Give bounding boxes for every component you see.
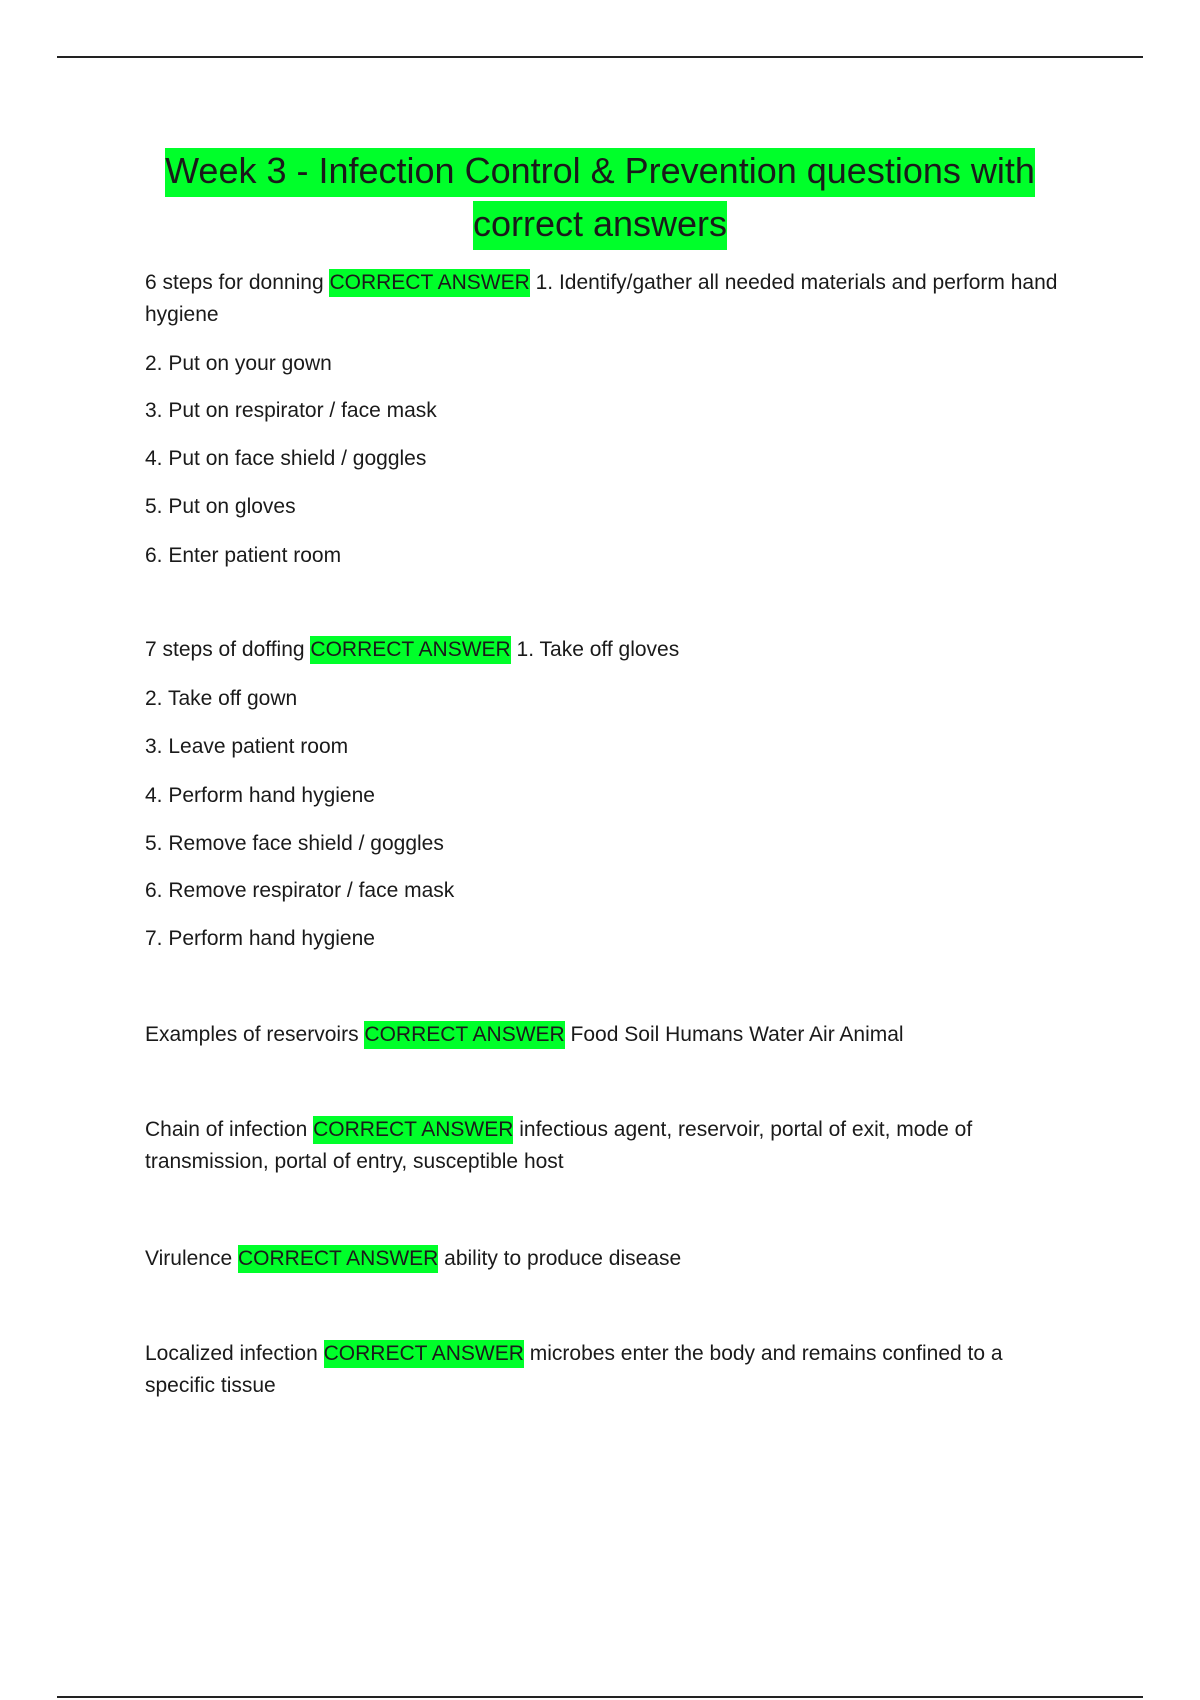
answer-text: microbes enter the body and remains confined to a specific tissue — [145, 1342, 1003, 1397]
qa-item-localized-infection — [145, 1338, 1065, 1402]
list-item: 2. Put on your gown — [145, 352, 332, 375]
question-text: 6 steps for donning — [145, 271, 330, 294]
question-text: Examples of reservoirs — [145, 1023, 365, 1046]
answer-text: 1. Take off gloves — [510, 638, 680, 661]
answer-text: infectious agent, reservoir, portal of exit, mode of transmission, portal of entry, susceptible host — [145, 1118, 973, 1173]
correct-answer-marker: CORRECT ANSWER — [310, 636, 510, 664]
qa-item-virulence — [145, 1243, 1065, 1275]
document-title — [100, 144, 1100, 250]
header-rule — [57, 56, 1143, 58]
answer-text: Food Soil Humans Water Air Animal — [564, 1023, 904, 1046]
question-text: Localized infection — [145, 1342, 324, 1365]
list-item: 2. Take off gown — [145, 687, 298, 710]
footer-rule — [57, 1696, 1143, 1698]
list-item: 3. Put on respirator / face mask — [145, 399, 437, 422]
list-item: 6. Remove respirator / face mask — [145, 879, 455, 902]
correct-answer-marker: CORRECT ANSWER — [324, 1340, 524, 1368]
correct-answer-marker: CORRECT ANSWER — [364, 1021, 564, 1049]
qa-item-chain-of-infection — [145, 1114, 1065, 1178]
list-item: 3. Leave patient room — [145, 735, 349, 758]
answer-text: ability to produce disease — [438, 1247, 682, 1270]
question-text: 7 steps of doffing — [145, 638, 311, 661]
list-item: 4. Put on face shield / goggles — [145, 447, 427, 470]
question-text: Chain of infection — [145, 1118, 314, 1141]
question-text: Virulence — [145, 1247, 239, 1270]
correct-answer-marker: CORRECT ANSWER — [238, 1245, 438, 1273]
list-item: 5. Remove face shield / goggles — [145, 832, 444, 855]
qa-item-reservoirs — [145, 1019, 1065, 1051]
list-item: 5. Put on gloves — [145, 495, 296, 518]
title-line-2: correct answers — [473, 201, 727, 250]
answer-text: 1. Identify/gather all needed materials and perform hand hygiene — [145, 271, 1058, 326]
list-item: 4. Perform hand hygiene — [145, 784, 375, 807]
qa-item-donning — [145, 267, 1065, 331]
qa-item-doffing — [145, 634, 1065, 666]
correct-answer-marker: CORRECT ANSWER — [313, 1116, 513, 1144]
correct-answer-marker: CORRECT ANSWER — [329, 269, 529, 297]
list-item: 6. Enter patient room — [145, 544, 342, 567]
list-item: 7. Perform hand hygiene — [145, 927, 375, 950]
title-line-1: Week 3 - Infection Control & Prevention questions with — [165, 148, 1035, 197]
